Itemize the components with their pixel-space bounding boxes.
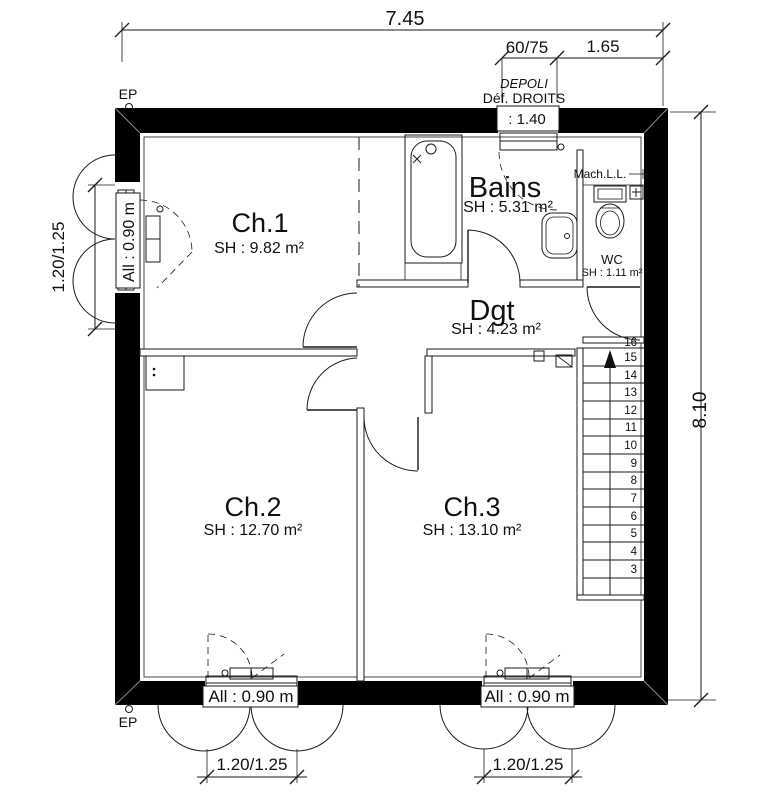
stair-num: 5	[630, 528, 637, 540]
dim-bl-12125-label: 1.20/1.25	[216, 755, 288, 774]
dim-br-12125-label: 1.20/1.25	[492, 755, 564, 774]
room-bains-name: Bains	[468, 172, 542, 204]
dim-745-label: 7.45	[385, 8, 425, 30]
room-dgt-name: Dgt	[469, 295, 515, 327]
window-left-allege-label: All : 0.90 m	[121, 201, 138, 283]
stair-num: 14	[624, 370, 637, 382]
room-wc-name: WC	[601, 252, 623, 267]
stair-num: 7	[630, 493, 637, 505]
dimension-left-window	[49, 178, 118, 336]
closet-duct	[146, 356, 184, 390]
dimension-top-745	[115, 8, 670, 106]
bathtub	[405, 135, 462, 280]
dim-left-12125-label: 1.20/1.25	[49, 221, 68, 293]
stair-num: 6	[630, 511, 637, 523]
def-droits-label: Déf. DROITS	[482, 90, 566, 106]
room-ch2-name: Ch.2	[224, 492, 282, 522]
shutter-arc	[158, 705, 250, 751]
door-arc-ch1	[303, 293, 357, 347]
door-arc-ch2	[307, 358, 357, 410]
ep-marker-bottom	[119, 706, 138, 731]
stair-num: 8	[630, 475, 637, 487]
partition-walls	[140, 137, 644, 681]
dimension-bottom-left-window	[197, 749, 307, 784]
stair-num: 11	[625, 422, 637, 434]
shutter-arc	[73, 239, 115, 323]
shutter-arc	[251, 705, 343, 751]
room-ch1-area: SH : 9.82 m²	[214, 240, 304, 257]
stair-num: 15	[624, 352, 637, 364]
inner-wall-face-line	[144, 137, 641, 677]
window-top-lintel-label: : 1.40	[508, 111, 546, 128]
stair-up-arrow	[604, 350, 616, 368]
shutter-arc	[440, 705, 528, 749]
window-bl-allege-label: All : 0.90 m	[208, 687, 294, 706]
stair-num-16: 16	[624, 337, 637, 349]
dimension-bottom-right-window	[474, 749, 582, 784]
toilet	[594, 186, 626, 238]
door-arc-bains	[468, 230, 520, 283]
door-arc-wc	[587, 287, 640, 340]
stair-num: 12	[624, 405, 637, 417]
outer-walls	[115, 108, 668, 705]
stair-num: 3	[630, 564, 637, 576]
dimension-top-window	[483, 37, 670, 106]
dim-165-label: 1.65	[586, 37, 620, 56]
stair-num: 9	[630, 458, 637, 470]
shutter-arc	[527, 705, 615, 749]
depoli-label: DEPOLI	[500, 76, 548, 91]
ep-bottom-label: EP	[118, 714, 138, 730]
room-ch1-name: Ch.1	[231, 208, 289, 238]
mach-ll-label: Mach.L.L.	[573, 167, 627, 181]
stair-num: 10	[624, 440, 637, 452]
shutter-arc	[73, 155, 115, 239]
washbasin	[542, 213, 577, 258]
ep-marker-top	[119, 86, 138, 111]
room-bains-area: SH : 5.31 m²	[463, 199, 553, 216]
stair-num: 4	[630, 546, 637, 558]
window-br-allege-label: All : 0.90 m	[484, 687, 570, 706]
dim-6075-label: 60/75	[505, 38, 549, 57]
dim-810-label: 8.10	[690, 391, 711, 429]
staircase	[577, 337, 644, 600]
stair-num: 13	[624, 387, 637, 399]
room-ch3-area: SH : 13.10 m²	[422, 522, 522, 539]
room-ch2-area: SH : 12.70 m²	[203, 522, 303, 539]
door-arc-ch3	[364, 417, 418, 471]
ep-top-label: EP	[118, 86, 138, 102]
room-dgt-area: SH : 4.23 m²	[451, 321, 541, 338]
room-wc-area: SH : 1.11 m²	[581, 267, 643, 279]
room-ch3-name: Ch.3	[443, 492, 501, 522]
